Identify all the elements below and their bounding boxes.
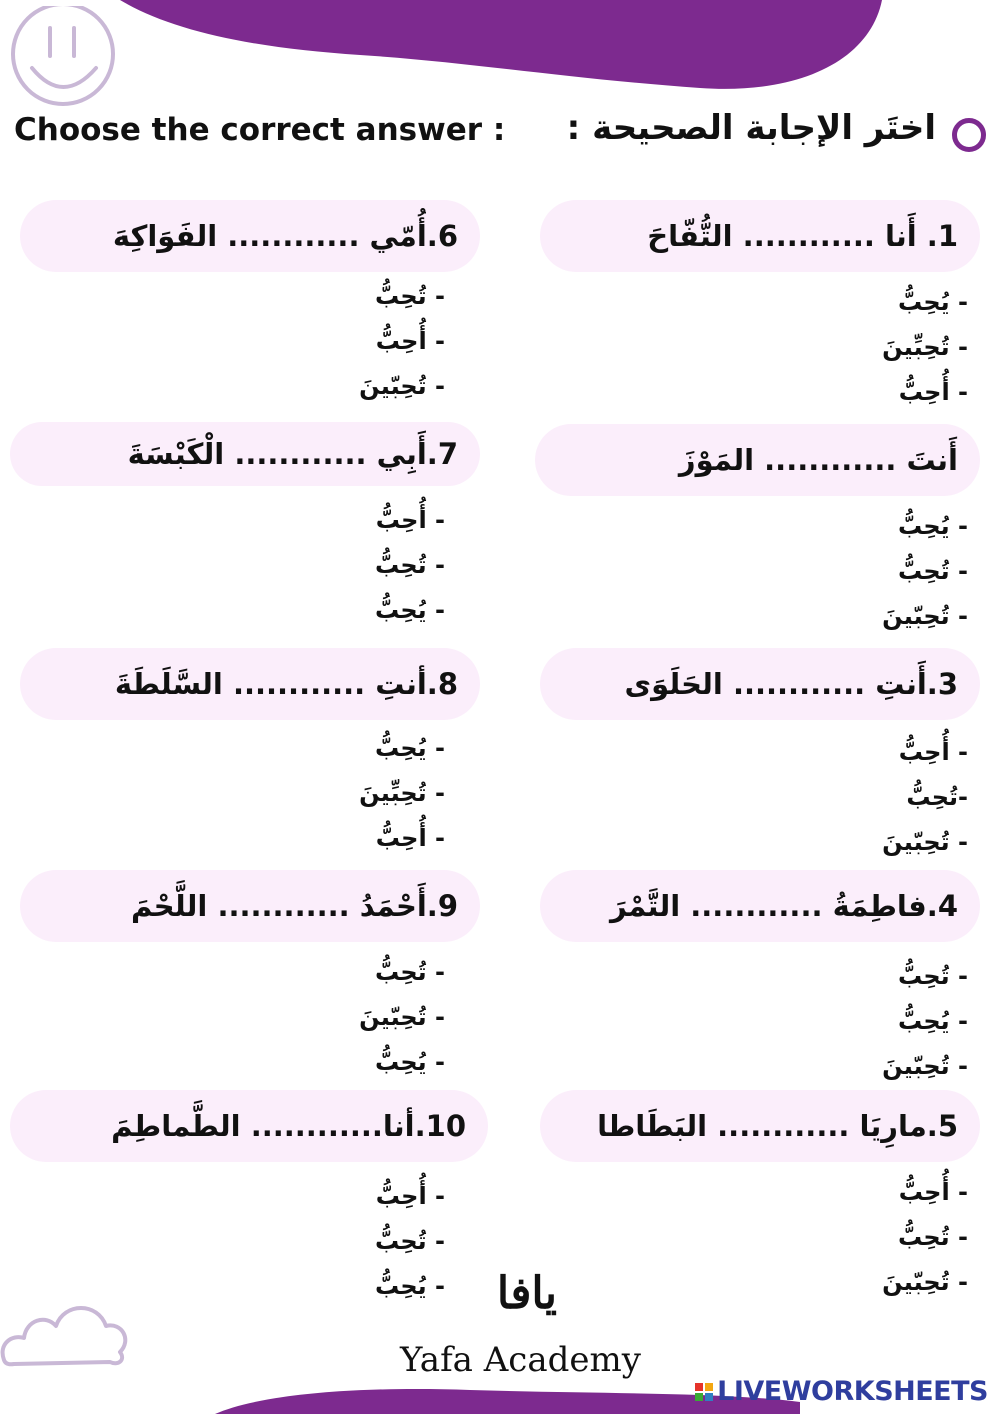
question-5-option-c[interactable]: - تُحِبّينَ [882,1268,968,1296]
question-7-option-c[interactable]: - يُحِبُّ [374,596,445,624]
question-6-prompt: 6.أُمّي ............ الفَوَاكِهَ [20,200,480,272]
question-10-prompt: 10.أنا............ الطَّماطِمَ [10,1090,488,1162]
question-8-option-b[interactable]: - تُحِبِّينَ [359,779,445,807]
question-1-option-b[interactable]: - تُحِبِّينَ [882,333,968,361]
yafa-logo-english: Yafa Academy [400,1340,641,1380]
question-2-option-b[interactable]: - تُحِبُّ [897,557,968,585]
question-1-prompt: 1. أَنا ............ التُّفّاحَ [540,200,980,272]
top-purple-blob [0,0,1000,100]
question-3-prompt: 3.أَنتِ ............ الحَلَوَى [540,648,980,720]
question-4-option-b[interactable]: - يُحِبُّ [897,1007,968,1035]
question-4-prompt: 4.فاطِمَةُ ............ التَّمْرَ [540,870,980,942]
question-9-option-c[interactable]: - يُحِبُّ [374,1048,445,1076]
question-5-prompt: 5.مارِيَا ............ البَطَاطا [540,1090,980,1162]
question-1-option-c[interactable]: - أُحِبُّ [898,378,968,406]
question-2-option-c[interactable]: - تُحِبّينَ [882,602,968,630]
question-3-options [882,730,968,865]
question-8-option-c[interactable]: - أُحِبُّ [375,824,445,852]
question-10-option-b[interactable]: - تُحِبُّ [374,1227,445,1255]
question-7-prompt: 7.أَبِي ............ الْكَبْسَةَ [10,422,480,486]
question-3-option-b[interactable]: -تُحِبُّ [906,783,968,811]
question-1-option-a[interactable]: - يُحِبُّ [897,288,968,316]
cloud-icon [0,1288,130,1368]
question-4-option-a[interactable]: - تُحِبُّ [897,962,968,990]
question-2-prompt: أَنتَ ............ المَوْزَ [535,424,980,496]
question-10-option-c[interactable]: - يُحِبُّ [374,1272,445,1300]
question-7-option-b[interactable]: - تُحِبُّ [374,551,445,579]
question-8-options [359,726,445,861]
question-6-option-a[interactable]: - تُحِبُّ [374,282,445,310]
question-9-prompt: 9.أَحْمَدُ ............ اللَّحْمَ [20,870,480,942]
question-5-option-a[interactable]: - أُحِبُّ [898,1178,968,1206]
question-9-option-b[interactable]: - تُحِبّينَ [359,1003,445,1031]
question-5-option-b[interactable]: - تُحِبُّ [897,1223,968,1251]
watermark-text: LIVEWORKSHEETS [717,1376,988,1407]
question-6-option-c[interactable]: - تُحِبّينَ [359,372,445,400]
question-3-option-a[interactable]: - أُحِبُّ [898,738,968,766]
yafa-logo-arabic: يافا [496,1268,557,1319]
question-9-option-a[interactable]: - تُحِبُّ [374,958,445,986]
question-7-option-a[interactable]: - أُحِبُّ [375,506,445,534]
question-10-option-a[interactable]: - أُحِبُّ [375,1182,445,1210]
instruction-english: Choose the correct answer : [14,112,506,148]
question-5-options [882,1170,968,1305]
question-4-options [882,954,968,1089]
question-9-options [359,950,445,1085]
question-7-options [375,498,445,633]
question-6-option-b[interactable]: - أُحِبُّ [375,327,445,355]
question-4-option-c[interactable]: - تُحِبّينَ [882,1052,968,1080]
question-6-options [359,274,445,409]
liveworksheets-watermark[interactable] [695,1376,988,1407]
liveworksheets-logo-icon [695,1383,713,1401]
instruction-arabic: اختَر الإجابة الصحيحة : [566,108,936,148]
circle-bullet-icon [952,118,986,152]
question-3-option-c[interactable]: - تُحِبّينَ [882,828,968,856]
smiley-face-icon [10,6,120,116]
question-2-option-a[interactable]: - يُحِبُّ [897,512,968,540]
question-2-options [882,504,968,639]
question-8-prompt: 8.أنتِ ............ السَّلَطَةَ [20,648,480,720]
question-10-options [375,1174,445,1309]
question-8-option-a[interactable]: - يُحِبُّ [374,734,445,762]
question-1-options [882,280,968,415]
